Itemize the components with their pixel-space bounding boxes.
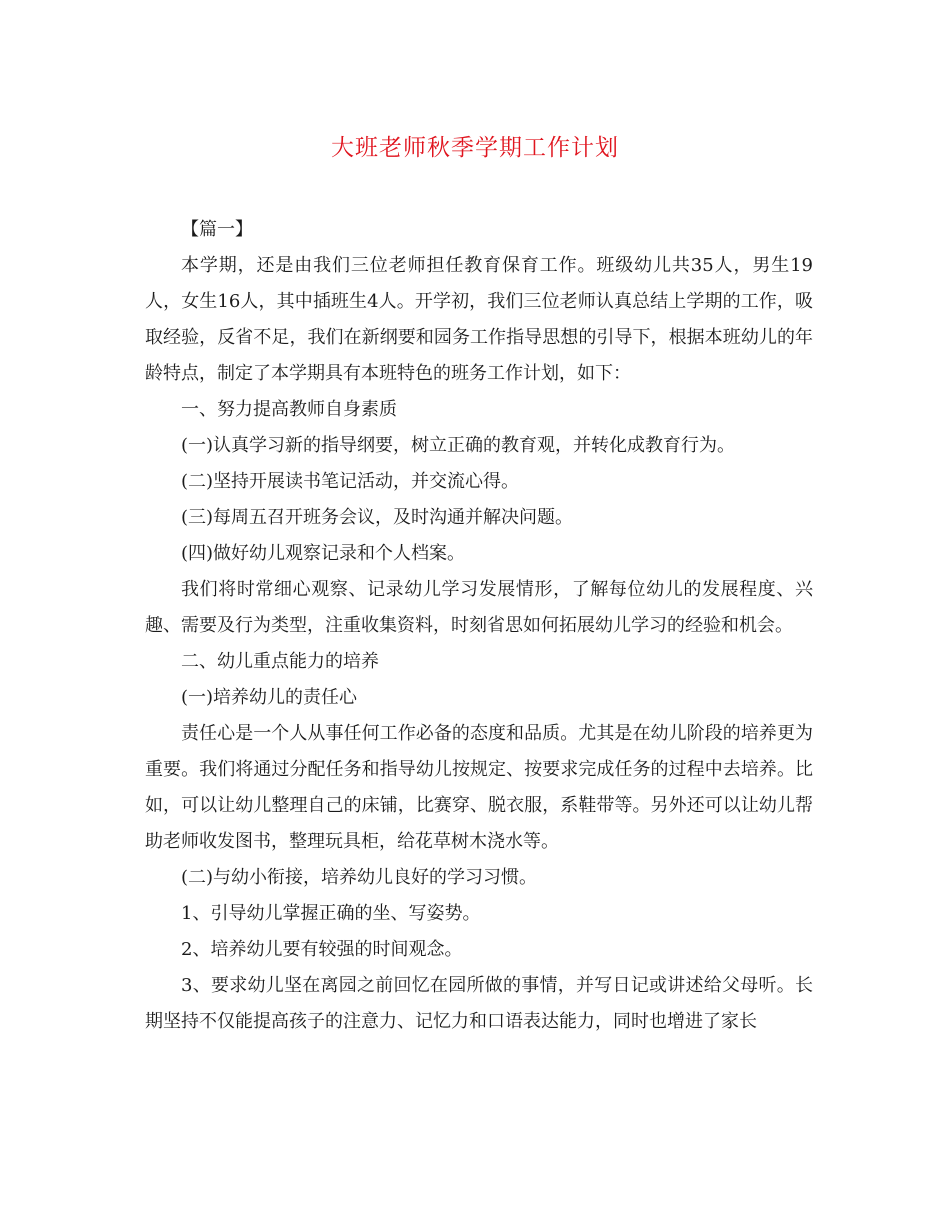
section-heading: 【篇一】 bbox=[181, 219, 253, 240]
paragraph: 本学期，还是由我们三位老师担任教育保育工作。班级幼儿共35人，男生19人，女生16人，其中插班生4人。开学初，我们三位老师认真总结上学期的工作，吸取经验，反省不足，我们在新纲要和园务工作指导思想的引导下，根据本班幼儿的年龄特点，制定了本学期具有本班特色的班务工作计划，如下： bbox=[145, 255, 813, 384]
document-title: 大班老师秋季学期工作计划 bbox=[331, 135, 619, 161]
list-item: 2、培养幼儿要有较强的时间观念。 bbox=[181, 939, 463, 960]
paragraph: 我们将时常细心观察、记录幼儿学习发展情形，了解每位幼儿的发展程度、兴趣、需要及行为类型，注重收集资料，时刻省思如何拓展幼儿学习的经验和机会。 bbox=[145, 579, 813, 636]
document-body bbox=[145, 212, 813, 1040]
subsection-heading: (一)培养幼儿的责任心 bbox=[181, 687, 358, 708]
paragraph: 责任心是一个人从事任何工作必备的态度和品质。尤其是在幼儿阶段的培养更为重要。我们将通过分配任务和指导幼儿按规定、按要求完成任务的过程中去培养。比如，可以让幼儿整理自己的床铺，比赛穿、脱衣服，系鞋带等。另外还可以让幼儿帮助老师收发图书，整理玩具柜，给花草树木浇水等。 bbox=[145, 723, 813, 852]
list-item: (二)坚持开展读书笔记活动，并交流心得。 bbox=[181, 471, 520, 492]
list-item: 3、要求幼儿坚在离园之前回忆在园所做的事情，并写日记或讲述给父母听。长期坚持不仅能提高孩子的注意力、记忆力和口语表达能力，同时也增进了家长 bbox=[145, 975, 813, 1032]
subsection-heading: (二)与幼小衔接，培养幼儿良好的学习习惯。 bbox=[181, 867, 538, 888]
list-item: (四)做好幼儿观察记录和个人档案。 bbox=[181, 543, 466, 564]
section-heading: 一、努力提高教师自身素质 bbox=[181, 399, 397, 420]
list-item: (三)每周五召开班务会议，及时沟通并解决问题。 bbox=[181, 507, 574, 528]
list-item: (一)认真学习新的指导纲要，树立正确的教育观，并转化成教育行为。 bbox=[181, 435, 736, 456]
list-item: 1、引导幼儿掌握正确的坐、写姿势。 bbox=[181, 903, 481, 924]
section-heading: 二、幼儿重点能力的培养 bbox=[181, 651, 379, 672]
